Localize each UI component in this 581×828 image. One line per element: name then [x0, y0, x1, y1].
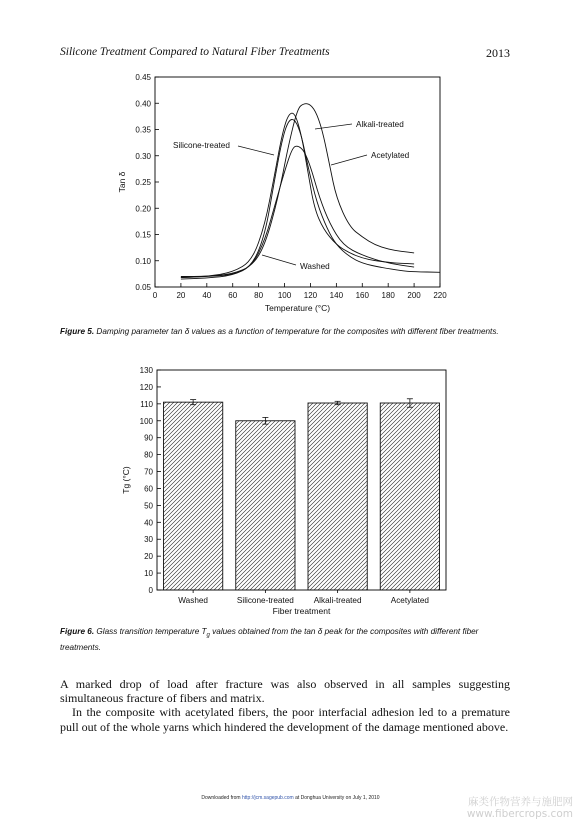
y-tick-label: 0.10 [135, 256, 151, 266]
watermark-line-2: www.fibercrops.com [466, 808, 573, 820]
y-tick-label: 0.15 [135, 230, 151, 240]
bar-washed [164, 402, 223, 590]
annotation-label: Acetylated [371, 151, 410, 160]
x-tick-label: Alkali-treated [313, 596, 362, 605]
y-tick-label: 110 [140, 399, 153, 409]
y-tick-label: 0.20 [135, 204, 151, 214]
paragraph-1: A marked drop of load after fracture was also observed in all samples suggesting simultaneous fracture of fibers and matrix. [60, 677, 510, 706]
annotation-label: Alkali-treated [356, 120, 404, 129]
x-tick-label: 120 [303, 291, 318, 300]
annotation-label: Silicone-treated [173, 141, 230, 150]
x-tick-label: 100 [277, 291, 292, 300]
y-tick-label: 20 [144, 552, 153, 562]
x-tick-label: Acetylated [390, 596, 429, 605]
y-tick-label: 40 [144, 518, 153, 528]
y-tick-label: 0.05 [135, 283, 151, 292]
y-tick-label: 30 [144, 535, 153, 545]
y-tick-label: 50 [144, 501, 153, 511]
y-tick-label: 0 [148, 586, 153, 595]
y-tick-label: 130 [139, 366, 153, 375]
y-tick-label: 80 [144, 450, 153, 460]
x-axis-label: Temperature (°C) [264, 303, 331, 313]
figure-6-caption-symbol: T [201, 627, 207, 636]
figure-6-label: Figure 6. [60, 627, 95, 636]
x-tick-label: 0 [152, 291, 158, 300]
y-tick-label: 70 [144, 467, 153, 477]
y-tick-label: 90 [144, 433, 153, 443]
footer-prefix: Downloaded from [201, 795, 242, 801]
running-title: Silicone Treatment Compared to Natural Fiber Treatments [60, 46, 330, 58]
x-axis-label: Fiber treatment [272, 606, 331, 616]
x-tick-label: 80 [254, 291, 264, 300]
y-tick-label: 100 [139, 416, 153, 426]
figure-5-caption-text: Damping parameter tan δ values as a function of temperature for the composites with different fiber treatments. [96, 327, 499, 336]
x-tick-label: 160 [355, 291, 369, 300]
figure-6-caption [60, 626, 510, 653]
y-tick-label: 0.35 [135, 125, 151, 135]
x-tick-label: 200 [407, 291, 421, 300]
figure-6-caption-pre: Glass transition temperature [96, 627, 202, 636]
y-tick-label: 0.40 [135, 99, 151, 109]
y-axis-label: Tg (°C) [121, 466, 131, 494]
x-tick-label: Washed [178, 596, 208, 605]
bar-silicone-treated [236, 421, 295, 590]
paragraph-2: In the composite with acetylated fibers, the poor interfacial adhesion led to a premature pull out of the whole yarns which hindered the development of the damage mentioned above. [60, 705, 510, 734]
figure-6-caption-post: values obtained from the tan δ peak for the composites with different fiber treatments. [60, 627, 479, 652]
x-tick-label: 20 [176, 291, 186, 300]
footer-suffix: at Donghua University on July 1, 2010 [293, 795, 380, 801]
x-tick-label: Silicone-treated [236, 596, 294, 605]
y-axis-label: Tan δ [117, 171, 127, 193]
watermark-logo [467, 796, 573, 820]
bar-alkali-treated [308, 403, 367, 590]
bar-acetylated [380, 403, 439, 590]
footer-link[interactable]: http://jcm.sagepub.com [241, 795, 294, 801]
y-tick-label: 0.30 [135, 151, 151, 161]
x-tick-label: 40 [202, 291, 212, 300]
y-tick-label: 10 [144, 569, 153, 579]
x-tick-label: 60 [228, 291, 238, 300]
x-tick-label: 180 [381, 291, 395, 300]
x-tick-label: 140 [329, 291, 344, 300]
body-text [60, 677, 510, 734]
y-tick-label: 60 [144, 484, 153, 494]
y-tick-label: 120 [139, 382, 153, 392]
figure-5-label: Figure 5. [60, 327, 95, 336]
page-number: 2013 [486, 46, 510, 60]
figure-6-caption-subscript: g [206, 632, 210, 639]
x-tick-label: 220 [433, 291, 447, 300]
y-tick-label: 0.25 [135, 178, 151, 187]
y-tick-label: 0.45 [135, 73, 151, 82]
annotation-label: Washed [300, 262, 330, 271]
watermark-line-1: 麻类作物营养与施肥网 [468, 796, 573, 808]
